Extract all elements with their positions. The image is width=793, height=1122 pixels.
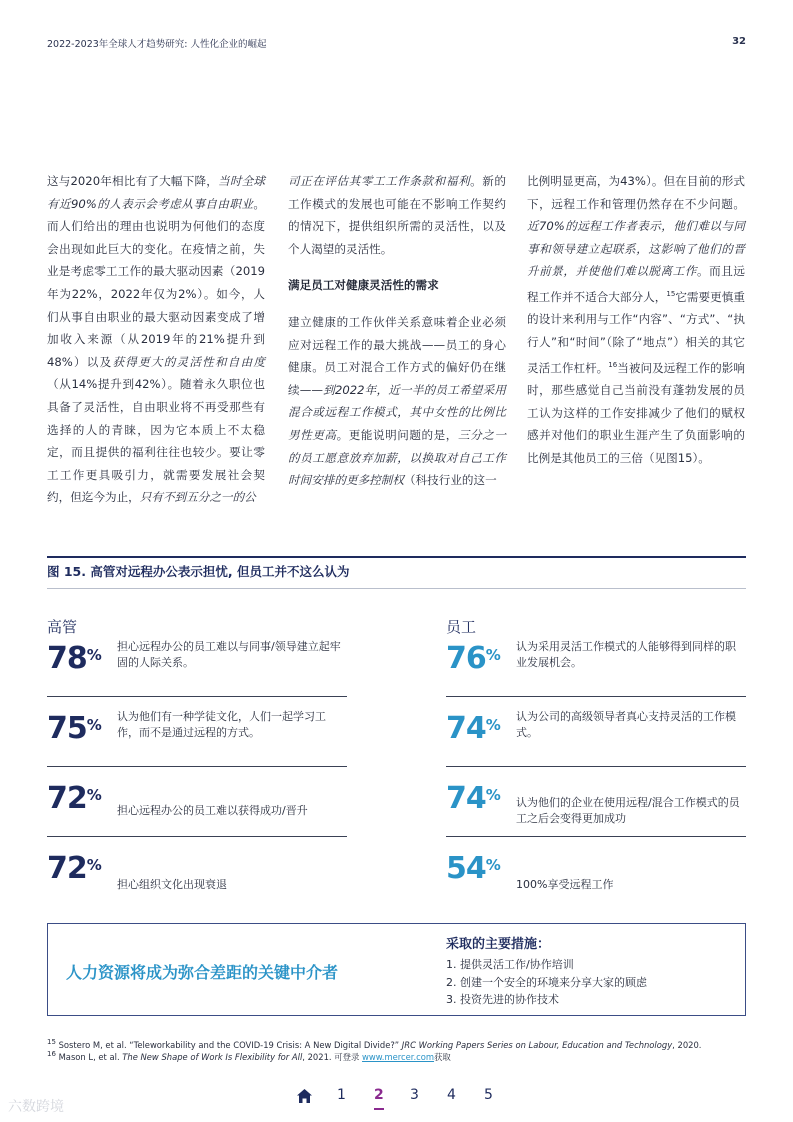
stat-value: 54%: [446, 851, 500, 886]
stat-text: 担心组织文化出现衰退: [117, 878, 227, 891]
stat-item: [446, 699, 746, 767]
paragraph: 比例明显更高，为43%）。但在目前的形式下，远程工作和管理仍然存在不少问题。近70%的远程工作者表示，他们难以与同事和领导建立起联系，这影响了他们的晋升前景，并使他们难以脱离工作。而且远程工作并不适合大部分人，$^{15}$它需要更慎重的设计来利用与工作“内容”、“方式”、“执行人”和“时间”（除了“地点”）相关的其它灵活工作杠杆。$^{16}$当被问及远程工作的影响时，那些感觉自己当前没有蓬勃发展的员工认为这样的工作安排减少了他们的赋权感并对他们的职业生涯产生了负面影响的比例是其他员工的三倍（见图15）。: [527, 174, 745, 465]
paragraph: 建立健康的工作伙伴关系意味着企业必须应对远程工作的最大挑战——员工的身心健康。员工对混合工作方式的偏好仍在继续——到2022年，近一半的员工希望采用混合或远程工作模式，其中女性的比例比男性更高。更能说明问题的是，三分之一的员工愿意放弃加薪，以换取对自己工作时间安排的更多控制权（科技行业的这一: [288, 314, 506, 488]
page-link-4[interactable]: 4: [447, 1087, 456, 1103]
active-page-indicator: [374, 1108, 384, 1110]
stat-item: [446, 839, 746, 907]
stat-divider: [47, 836, 347, 837]
body-column-3: [527, 170, 745, 483]
stat-value: 72%: [47, 851, 101, 886]
stat-text: 认为采用灵活工作模式的人能够得到同样的职业发展机会。: [516, 640, 736, 669]
stat-item: [446, 629, 746, 697]
mercer-link[interactable]: www.mercer.com: [362, 1051, 435, 1062]
stat-divider: [446, 696, 746, 697]
stat-value: 74%: [446, 781, 500, 816]
stat-text: 100%享受远程工作: [516, 878, 614, 891]
footnote-15: $^{15}$ Sostero M, et al. “Teleworkability and the COVID-19 Crisis: A New Digital Divide?” JRC Working Papers Series on Labour, Education and Technology, 2020.: [47, 1038, 702, 1050]
actions-heading: 采取的主要措施：: [446, 937, 551, 952]
list-item: 3. 投资先进的协作技术: [446, 993, 559, 1006]
stat-text: 担心远程办公的员工难以获得成功/晋升: [117, 804, 308, 817]
body-column-2: [288, 170, 506, 506]
report-title: 2022-2023年全球人才趋势研究: 人性化企业的崛起: [47, 39, 267, 50]
stat-value: 76%: [446, 641, 500, 676]
section-subheading: 满足员工对健康灵活性的需求: [288, 278, 439, 293]
stat-value: 74%: [446, 711, 500, 746]
employees-label: 员工: [446, 618, 477, 636]
stat-item: [47, 769, 347, 837]
page-link-3[interactable]: 3: [410, 1087, 419, 1103]
page-number: 32: [732, 36, 746, 47]
stat-text: 认为公司的高级领导者真心支持灵活的工作模式。: [516, 710, 736, 739]
callout-statement: 人力资源将成为弥合差距的关键中介者: [66, 963, 339, 982]
figure-divider: [47, 588, 746, 589]
home-icon[interactable]: [296, 1088, 313, 1104]
figure-top-rule: [47, 556, 746, 558]
footnote-16: $^{16}$ Mason L, et al. The New Shape of Work Is Flexibility for All, 2021. 可登录 www.mercer.com获取: [47, 1050, 451, 1062]
list-item: 2. 创建一个安全的环境来分享大家的顾虑: [446, 975, 647, 989]
executives-label: 高管: [47, 618, 78, 636]
stat-item: [446, 769, 746, 837]
figure-title: 图 15. 高管对远程办公表示担忧, 但员工并不这么认为: [47, 564, 350, 579]
stat-value: 72%: [47, 781, 101, 816]
stat-text: 认为他们的企业在使用远程/混合工作模式的员工之后会变得更加成功: [516, 796, 740, 825]
stat-text: 认为他们有一种学徒文化，人们一起学习工作，而不是通过远程的方式。: [117, 710, 326, 739]
page-link-2[interactable]: 2: [374, 1087, 384, 1103]
page-link-1[interactable]: 1: [337, 1087, 346, 1103]
stat-divider: [47, 696, 347, 697]
body-column-1: [47, 170, 265, 523]
stat-divider: [47, 766, 347, 767]
stat-value: 78%: [47, 641, 101, 676]
stat-value: 75%: [47, 711, 101, 746]
watermark: 六数跨境: [8, 1099, 64, 1115]
stat-text: 担心远程办公的员工难以与同事/领导建立起牢固的人际关系。: [117, 640, 341, 669]
paragraph: 这与2020年相比有了大幅下降，当时全球有近90%的人表示会考虑从事自由职业。而人们给出的理由也说明为何他们的态度会出现如此巨大的变化。在疫情之前，失业是考虑零工工作的最大驱动因素（2019年为22%，2022年仅为2%）。如今，人们从事自由职业的最大驱动因素变成了增加收入来源（从2019年的21%提升到48%）以及获得更大的灵活性和自由度（从14%提升到42%）。随着永久职位也具备了灵活性，自由职业将不再受那些有选择的人的青睐，因为它本质上不太稳定，而且提供的福利往往也较少。要让零工工作更具吸引力，就需要发展社会契约，但迄今为止，只有不到五分之一的公: [47, 174, 265, 505]
stat-item: [47, 629, 347, 697]
stat-item: [47, 839, 347, 907]
stat-divider: [446, 836, 746, 837]
page-link-5[interactable]: 5: [484, 1087, 493, 1103]
stat-divider: [446, 766, 746, 767]
actions-list: [446, 956, 647, 1009]
callout-box: [47, 923, 746, 1016]
list-item: 1. 提供灵活工作/协作培训: [446, 958, 574, 971]
paragraph: 司正在评估其零工工作条款和福利。新的工作模式的发展也可能在不影响工作契约的情况下，提供组织所需的灵活性，以及个人渴望的灵活性。: [288, 174, 506, 256]
stat-item: [47, 699, 347, 767]
